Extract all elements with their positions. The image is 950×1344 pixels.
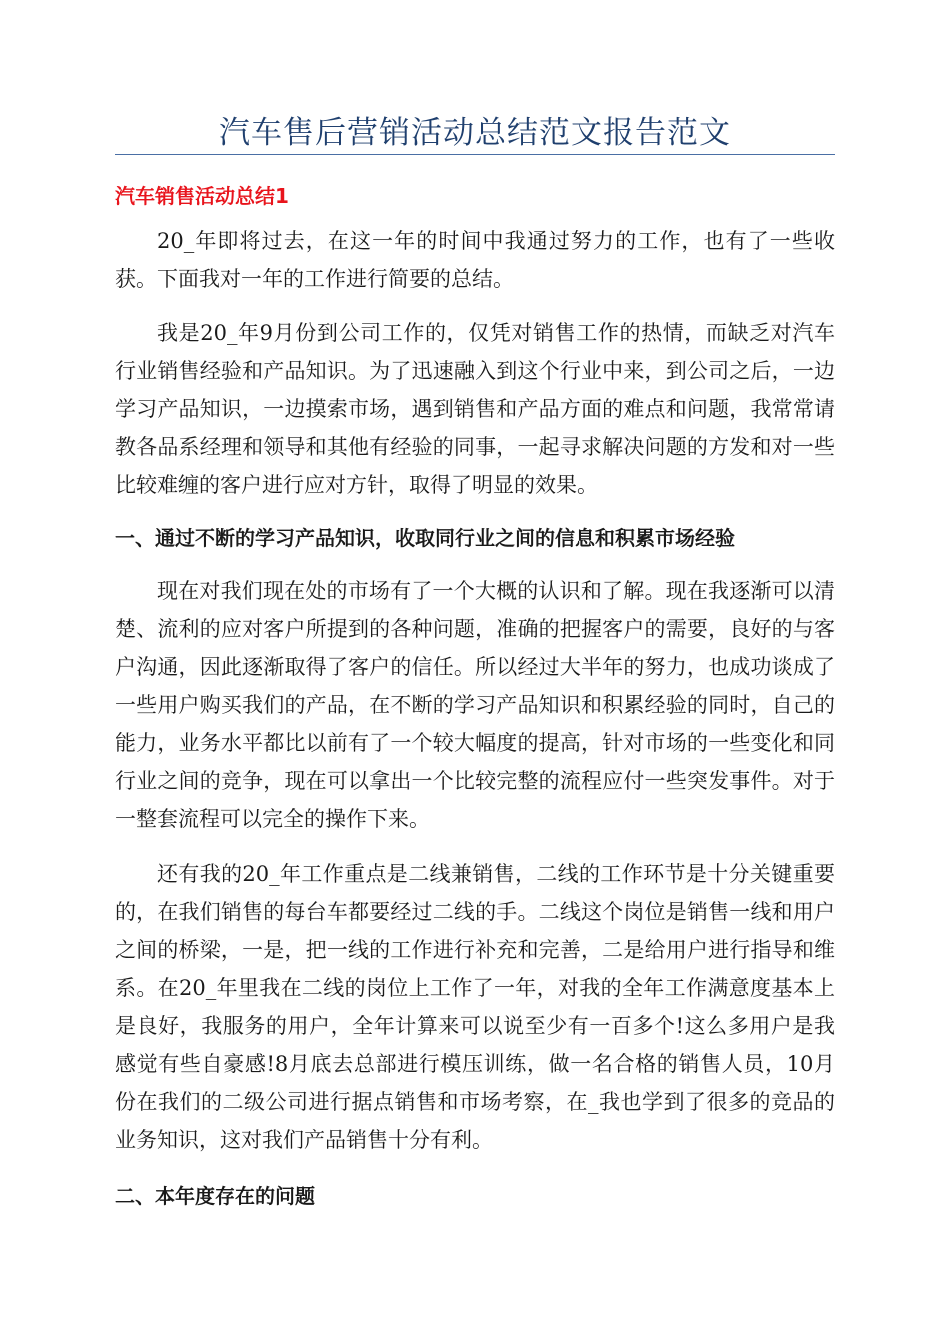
paragraph-second-line: 还有我的20_年工作重点是二线兼销售，二线的工作环节是十分关键重要的，在我们销售的每台车都要经过二线的手。二线这个岗位是销售一线和用户之间的桥梁，一是，把一线的工作进行补充和完善，二是给用户进行指导和维系。在20_年里我在二线的岗位上工作了一年，对我的全年工作满意度基本上是良好，我服务的用户，全年计算来可以说至少有一百多个!这么多用户是我感觉有些自豪感!8月底去总部进行模压训练，做一名合格的销售人员，10月份在我们的二级公司进行据点销售和市场考察，在_我也学到了很多的竞品的业务知识，这对我们产品销售十分有利。: [115, 862, 835, 1152]
heading-problems: 二、本年度存在的问题: [115, 1184, 315, 1208]
section-title: 汽车销售活动总结1: [115, 184, 289, 208]
paragraph-intro: 20_年即将过去，在这一年的时间中我通过努力的工作，也有了一些收获。下面我对一年的工作进行简要的总结。: [115, 229, 835, 291]
paragraph-background: 我是20_年9月份到公司工作的，仅凭对销售工作的热情，而缺乏对汽车行业销售经验和产品知识。为了迅速融入到这个行业中来，到公司之后，一边学习产品知识，一边摸索市场，遇到销售和产品方面的难点和问题，我常常请教各品系经理和领导和其他有经验的同事，一起寻求解决问题的方发和对一些比较难缠的客户进行应对方针，取得了明显的效果。: [115, 321, 835, 497]
title-divider: [115, 154, 835, 155]
paragraph-market: 现在对我们现在处的市场有了一个大概的认识和了解。现在我逐渐可以清楚、流利的应对客户所提到的各种问题，准确的把握客户的需要，良好的与客户沟通，因此逐渐取得了客户的信任。所以经过大半年的努力，也成功谈成了一些用户购买我们的产品，在不断的学习产品知识和积累经验的同时，自己的能力，业务水平都比以前有了一个较大幅度的提高，针对市场的一些变化和同行业之间的竞争，现在可以拿出一个比较完整的流程应付一些突发事件。对于一整套流程可以完全的操作下来。: [115, 579, 835, 831]
heading-learning: 一、通过不断的学习产品知识，收取同行业之间的信息和积累市场经验: [115, 526, 735, 550]
document-title: 汽车售后营销活动总结范文报告范文: [219, 115, 731, 151]
